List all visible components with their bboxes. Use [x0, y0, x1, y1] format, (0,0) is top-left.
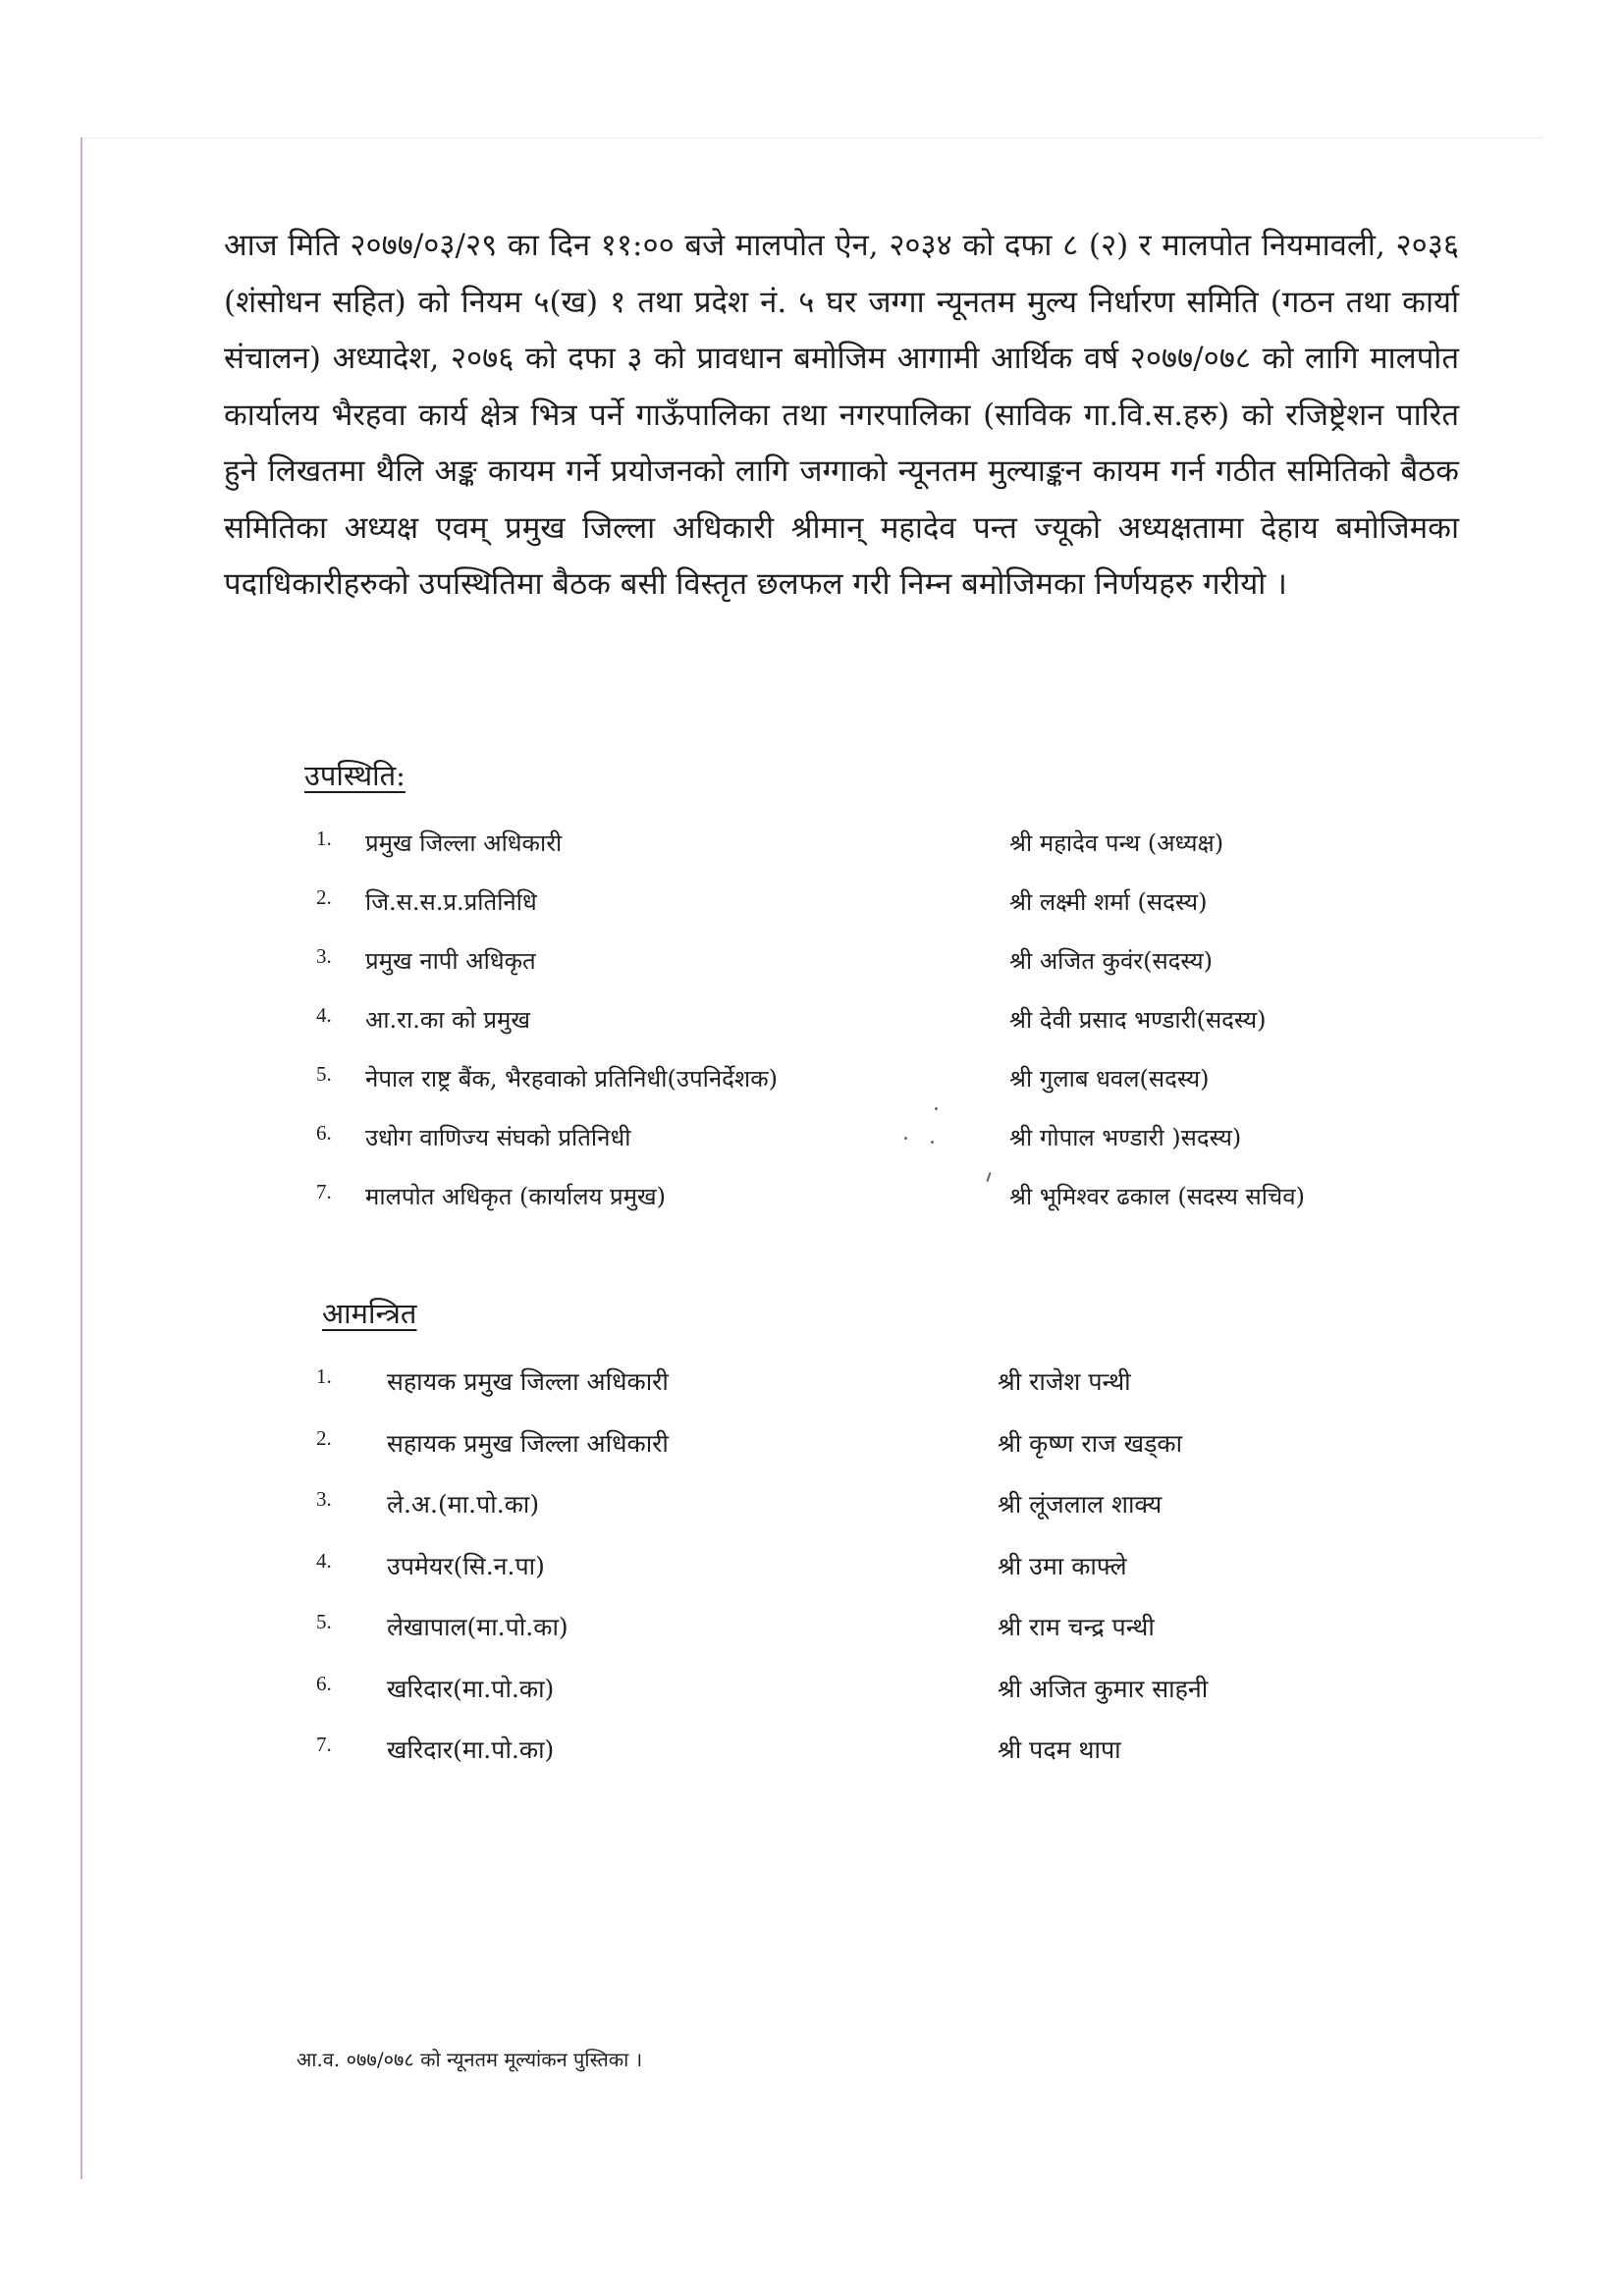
scan-speck — [931, 1141, 934, 1144]
invited-heading: आमन्त्रित — [322, 1297, 417, 1330]
attendance-row — [316, 1062, 1396, 1121]
member-name: श्री भूमिश्वर ढकाल (सदस्य सचिव) — [1009, 1183, 1305, 1210]
scan-speck — [935, 1107, 938, 1110]
attendance-row — [316, 944, 1396, 1003]
invitee-post: लेखापाल(मा.पो.का) — [387, 1613, 568, 1641]
row-number: 3. — [316, 1487, 332, 1511]
row-number: 2. — [316, 885, 332, 909]
attendance-row — [316, 885, 1396, 944]
member-post: प्रमुख जिल्ला अधिकारी — [365, 829, 563, 857]
invitee-post: खरिदार(मा.पो.का) — [387, 1735, 555, 1764]
invited-list — [316, 1364, 1396, 1794]
member-post: मालपोत अधिकृत (कार्यालय प्रमुख) — [365, 1183, 667, 1210]
row-number: 7. — [316, 1180, 332, 1203]
invited-row — [316, 1487, 1396, 1549]
row-number: 6. — [316, 1121, 332, 1145]
invited-row — [316, 1733, 1396, 1794]
invitee-name: श्री पदम थापा — [998, 1735, 1121, 1764]
row-number: 4. — [316, 1548, 332, 1573]
member-name: श्री लक्ष्मी शर्मा (सदस्य) — [1009, 888, 1208, 916]
row-number: 1. — [316, 1364, 332, 1388]
attendance-row — [316, 827, 1396, 885]
attendance-row — [316, 1003, 1396, 1062]
row-number: 5. — [316, 1062, 332, 1086]
invitee-name: श्री राम चन्द्र पन्थी — [998, 1613, 1155, 1641]
member-post: आ.रा.का को प्रमुख — [365, 1006, 531, 1034]
row-number: 3. — [316, 944, 332, 968]
row-number: 7. — [316, 1733, 332, 1756]
member-name: श्री गुलाब धवल(सदस्य) — [1009, 1065, 1210, 1093]
invited-row — [316, 1364, 1396, 1426]
row-number: 4. — [316, 1003, 332, 1027]
row-number: 2. — [316, 1425, 332, 1450]
attendance-heading: उपस्थिति: — [304, 759, 406, 792]
scan-speck — [904, 1137, 907, 1140]
invitee-name: श्री उमा काफ्ले — [998, 1551, 1127, 1580]
invitee-name: श्री लूंजलाल शाक्य — [998, 1490, 1163, 1519]
row-number: 1. — [316, 827, 332, 850]
invitee-name: श्री अजित कुमार साहनी — [998, 1674, 1209, 1703]
member-post: प्रमुख नापी अधिकृत — [365, 947, 536, 975]
invitee-post: सहायक प्रमुख जिल्ला अधिकारी — [387, 1428, 669, 1458]
footer-note: आ.व. ०७७/०७८ को न्यूनतम मूल्यांकन पुस्तिका । — [297, 2048, 643, 2071]
invited-row — [316, 1672, 1396, 1734]
invitee-post: सहायक प्रमुख जिल्ला अधिकारी — [387, 1367, 669, 1396]
attendance-list — [316, 827, 1396, 1239]
row-number: 6. — [316, 1671, 332, 1695]
attendance-row — [316, 1121, 1396, 1180]
invitee-post: उपमेयर(सि.न.पा) — [387, 1551, 545, 1580]
intro-paragraph: आज मिति २०७७/०३/२९ का दिन ११:०० बजे मालपोत ऐन, २०३४ को दफा ८ (२) र मालपोत नियमावली, २०३६ (शंसोधन सहित) को नियम ५(ख) १ तथा प्रदेश नं. ५ घर जग्गा न्यूनतम मुल्य निर्धारण समिति (गठन तथा कार्या संचालन) अध्यादेश, २०७६ को दफा ३ को प्रावधान बमोजिम आगामी आर्थिक वर्ष २०७७/०७८ को लागि मालपोत कार्यालय भैरहवा कार्य क्षेत्र भित्र पर्ने गाऊँपालिका तथा नगरपालिका (साविक गा.वि.स.हरु) को रजिष्ट्रेशन पारित हुने लिखतमा थैलि अङ्क कायम गर्ने प्रयोजनको लागि जग्गाको न्यूनतम मुल्याङ्कन कायम गर्न गठीत समितिको बैठक समितिका अध्यक्ष एवम् प्रमुख जिल्ला अधिकारी श्रीमान् महादेव पन्त ज्यूको अध्यक्षतामा देहाय बमोजिमका पदाधिकारीहरुको उपस्थितिमा बैठक बसी विस्तृत छलफल गरी निम्न बमोजिमका निर्णयहरु गरीयो । — [224, 228, 1459, 602]
row-number: 5. — [316, 1610, 332, 1633]
member-post: नेपाल राष्ट्र बैंक, भैरहवाको प्रतिनिधी(उपनिर्देशक) — [365, 1065, 779, 1093]
member-post: जि.स.स.प्र.प्रतिनिधि — [365, 888, 537, 916]
invitee-name: श्री कृष्ण राज खड्का — [998, 1428, 1183, 1458]
member-name: श्री देवी प्रसाद भण्डारी(सदस्य) — [1009, 1006, 1267, 1034]
member-post: उधोग वाणिज्य संघको प्रतिनिधी — [365, 1124, 631, 1151]
invited-row — [316, 1426, 1396, 1488]
member-name: श्री महादेव पन्थ (अध्यक्ष) — [1009, 829, 1224, 857]
invited-row — [316, 1610, 1396, 1672]
invitee-post: ले.अ.(मा.पो.का) — [387, 1490, 540, 1519]
attendance-row — [316, 1180, 1396, 1239]
invitee-name: श्री राजेश पन्थी — [998, 1367, 1131, 1396]
invitee-post: खरिदार(मा.पो.का) — [387, 1674, 555, 1703]
invited-row — [316, 1549, 1396, 1611]
page-margin-line — [81, 137, 82, 2179]
member-name: श्री अजित कुवंर(सदस्य) — [1009, 947, 1214, 975]
page-top-rule — [81, 137, 1543, 138]
member-name: श्री गोपाल भण्डारी )सदस्य) — [1009, 1124, 1242, 1151]
